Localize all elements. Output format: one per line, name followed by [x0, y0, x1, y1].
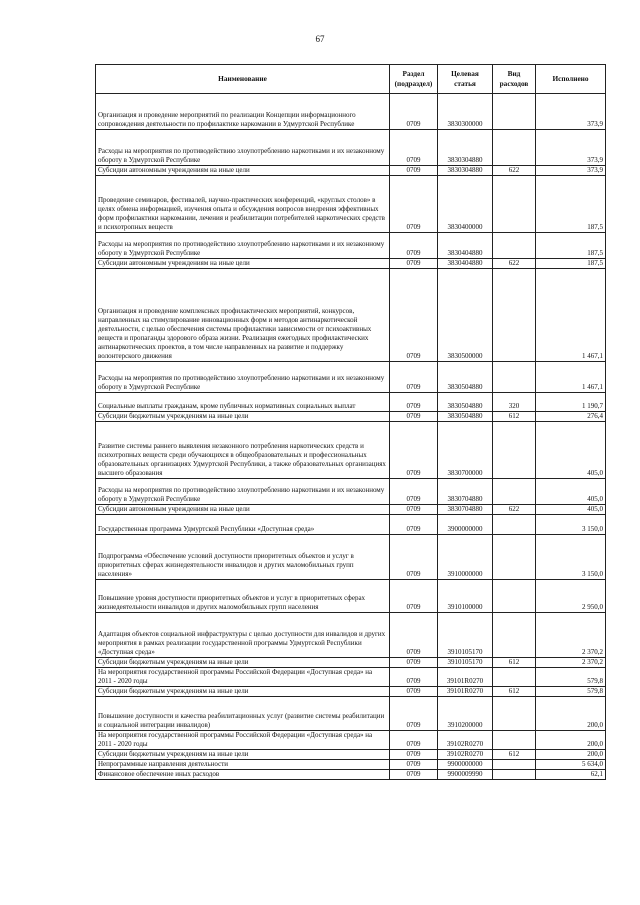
header-name: Наименование [96, 65, 390, 94]
cell-type: 612 [493, 750, 536, 760]
cell-type: 622 [493, 259, 536, 269]
cell-type: 622 [493, 166, 536, 176]
table-row [96, 760, 606, 770]
cell-name: На мероприятия государственной программы Российской Федерации «Доступная среда» на 2011 - 2020 годы [96, 668, 390, 687]
header-target: Целевая статья [438, 65, 493, 94]
table-row [96, 770, 606, 780]
cell-amount: 1 190,7 [536, 393, 606, 412]
cell-section: 0709 [390, 535, 438, 580]
cell-section: 0709 [390, 269, 438, 362]
cell-target: 3910000000 [438, 535, 493, 580]
cell-target: 39102R0270 [438, 750, 493, 760]
cell-section: 0709 [390, 166, 438, 176]
cell-amount: 579,8 [536, 668, 606, 687]
table-row [96, 515, 606, 535]
cell-target: 3830704880 [438, 479, 493, 505]
cell-target: 39101R0270 [438, 668, 493, 687]
cell-name: Финансовое обеспечение иных расходов [96, 770, 390, 780]
cell-type [493, 613, 536, 658]
cell-target: 3910100000 [438, 580, 493, 613]
cell-amount: 3 150,0 [536, 535, 606, 580]
cell-section: 0709 [390, 259, 438, 269]
table-row [96, 750, 606, 760]
cell-section: 0709 [390, 362, 438, 393]
cell-type [493, 580, 536, 613]
cell-target: 39102R0270 [438, 731, 493, 750]
budget-table [95, 64, 606, 780]
cell-type [493, 668, 536, 687]
cell-section: 0709 [390, 697, 438, 731]
cell-target: 3830400000 [438, 176, 493, 233]
cell-target: 3830504880 [438, 393, 493, 412]
cell-amount: 2 370,2 [536, 613, 606, 658]
cell-type [493, 176, 536, 233]
cell-name: Субсидии бюджетным учреждениям на иные цели [96, 750, 390, 760]
cell-amount: 5 634,0 [536, 760, 606, 770]
header-section: Раздел (подраздел) [390, 65, 438, 94]
cell-target: 3830504880 [438, 362, 493, 393]
table-row [96, 658, 606, 668]
cell-name: Субсидии бюджетным учреждениям на иные цели [96, 687, 390, 697]
cell-type [493, 94, 536, 130]
table-header-row [96, 65, 606, 94]
cell-target: 3830504880 [438, 412, 493, 422]
cell-name: Субсидии автономным учреждениям на иные цели [96, 259, 390, 269]
cell-target: 3910200000 [438, 697, 493, 731]
cell-target: 3830300000 [438, 94, 493, 130]
cell-section: 0709 [390, 668, 438, 687]
cell-section: 0709 [390, 515, 438, 535]
cell-amount: 373,9 [536, 94, 606, 130]
cell-amount: 200,0 [536, 697, 606, 731]
cell-type: 612 [493, 658, 536, 668]
cell-target: 3900000000 [438, 515, 493, 535]
cell-section: 0709 [390, 731, 438, 750]
cell-section: 0709 [390, 613, 438, 658]
cell-target: 3830700000 [438, 422, 493, 479]
cell-section: 0709 [390, 94, 438, 130]
table-row [96, 362, 606, 393]
cell-name: Субсидии бюджетным учреждениям на иные цели [96, 658, 390, 668]
cell-amount: 579,8 [536, 687, 606, 697]
cell-type [493, 362, 536, 393]
cell-amount: 3 150,0 [536, 515, 606, 535]
cell-section: 0709 [390, 687, 438, 697]
cell-target: 3830404880 [438, 259, 493, 269]
table-row [96, 580, 606, 613]
cell-target: 3830304880 [438, 166, 493, 176]
table-row [96, 412, 606, 422]
cell-section: 0709 [390, 393, 438, 412]
table-row [96, 668, 606, 687]
cell-name: Развитие системы раннего выявления незаконного потребления наркотических средств и психотропных веществ среди обучающихся в общеобразовательных и профессиональных образовательных организациях Удмуртской Республики, а также образовательных организациях высшего образования [96, 422, 390, 479]
cell-name: Субсидии бюджетным учреждениям на иные цели [96, 412, 390, 422]
cell-type [493, 697, 536, 731]
cell-type [493, 130, 536, 166]
cell-name: Расходы на мероприятия по противодействию злоупотреблению наркотиками и их незаконному обороту в Удмуртской Республике [96, 130, 390, 166]
cell-section: 0709 [390, 505, 438, 515]
cell-amount: 187,5 [536, 233, 606, 259]
cell-amount: 62,1 [536, 770, 606, 780]
cell-amount: 200,0 [536, 731, 606, 750]
cell-target: 9900009990 [438, 770, 493, 780]
cell-section: 0709 [390, 233, 438, 259]
cell-name: Расходы на мероприятия по противодействию злоупотреблению наркотиками и их незаконному обороту в Удмуртской Республике [96, 479, 390, 505]
cell-amount: 405,0 [536, 422, 606, 479]
cell-amount: 2 950,0 [536, 580, 606, 613]
cell-target: 3830500000 [438, 269, 493, 362]
cell-target: 3830304880 [438, 130, 493, 166]
cell-type [493, 422, 536, 479]
cell-section: 0709 [390, 422, 438, 479]
cell-type [493, 479, 536, 505]
cell-type [493, 515, 536, 535]
cell-name: Расходы на мероприятия по противодействию злоупотреблению наркотиками и их незаконному обороту в Удмуртской Республике [96, 233, 390, 259]
cell-target: 3830404880 [438, 233, 493, 259]
header-executed: Исполнено [536, 65, 606, 94]
table-row [96, 393, 606, 412]
table-body [96, 94, 606, 780]
table-row [96, 731, 606, 750]
cell-amount: 187,5 [536, 176, 606, 233]
cell-name: Расходы на мероприятия по противодействию злоупотреблению наркотиками и их незаконному обороту в Удмуртской Республике [96, 362, 390, 393]
cell-section: 0709 [390, 750, 438, 760]
table-row [96, 505, 606, 515]
cell-amount: 2 370,2 [536, 658, 606, 668]
cell-type [493, 535, 536, 580]
cell-amount: 405,0 [536, 505, 606, 515]
table-row [96, 687, 606, 697]
cell-type [493, 233, 536, 259]
cell-type: 320 [493, 393, 536, 412]
cell-amount: 276,4 [536, 412, 606, 422]
table-row [96, 422, 606, 479]
cell-type [493, 731, 536, 750]
cell-name: Субсидии автономным учреждениям на иные цели [96, 166, 390, 176]
cell-target: 9900000000 [438, 760, 493, 770]
cell-amount: 1 467,1 [536, 269, 606, 362]
cell-section: 0709 [390, 658, 438, 668]
cell-name: Социальные выплаты гражданам, кроме публичных нормативных социальных выплат [96, 393, 390, 412]
cell-type: 622 [493, 505, 536, 515]
cell-name: Проведение семинаров, фестивалей, научно-практических конференций, «круглых столов» в целях обмена информацией, изучения опыта и обсуждения вопросов внедрения эффективных форм профилактики наркомании, лечения и реабилитации потребителей наркотических средств и психотропных веществ [96, 176, 390, 233]
cell-amount: 373,9 [536, 130, 606, 166]
cell-target: 3910105170 [438, 658, 493, 668]
cell-amount: 405,0 [536, 479, 606, 505]
table-row [96, 535, 606, 580]
table-row [96, 697, 606, 731]
cell-target: 39101R0270 [438, 687, 493, 697]
cell-amount: 187,5 [536, 259, 606, 269]
cell-name: Адаптация объектов социальной инфраструктуры с целью доступности для инвалидов и других мероприятия в рамках реализации государственной программы Удмуртской Республики «Доступная среда» [96, 613, 390, 658]
table-row [96, 130, 606, 166]
cell-name: Повышение уровня доступности приоритетных объектов и услуг в приоритетных сферах жизнедеятельности инвалидов и других маломобильных групп населения [96, 580, 390, 613]
table-row [96, 479, 606, 505]
table-row [96, 613, 606, 658]
cell-type [493, 760, 536, 770]
cell-target: 3910105170 [438, 613, 493, 658]
table-row [96, 94, 606, 130]
cell-type [493, 269, 536, 362]
cell-section: 0709 [390, 130, 438, 166]
table-row [96, 176, 606, 233]
cell-name: На мероприятия государственной программы Российской Федерации «Доступная среда» на 2011 - 2020 годы [96, 731, 390, 750]
table-row [96, 259, 606, 269]
cell-type: 612 [493, 687, 536, 697]
cell-amount: 373,9 [536, 166, 606, 176]
cell-amount: 200,0 [536, 750, 606, 760]
table-row [96, 233, 606, 259]
cell-section: 0709 [390, 580, 438, 613]
cell-amount: 1 467,1 [536, 362, 606, 393]
cell-target: 3830704880 [438, 505, 493, 515]
cell-name: Государственная программа Удмуртской Республики «Доступная среда» [96, 515, 390, 535]
cell-name: Подпрограмма «Обеспечение условий доступности приоритетных объектов и услуг в приоритетных сферах жизнедеятельности инвалидов и других маломобильных групп населения» [96, 535, 390, 580]
cell-section: 0709 [390, 412, 438, 422]
cell-name: Непрограммные направления деятельности [96, 760, 390, 770]
cell-section: 0709 [390, 760, 438, 770]
cell-type: 612 [493, 412, 536, 422]
cell-section: 0709 [390, 479, 438, 505]
table-row [96, 269, 606, 362]
page-number: 67 [315, 34, 325, 44]
cell-name: Повышение доступности и качества реабилитационных услуг (развитие системы реабилитации и социальной интеграции инвалидов) [96, 697, 390, 731]
cell-name: Субсидии автономным учреждениям на иные цели [96, 505, 390, 515]
cell-name: Организация и проведение комплексных профилактических мероприятий, конкурсов, направленных на стимулирование инновационных форм и методов антинаркотической деятельности, с целью обеспечения системы профилактики зависимости от психоактивных веществ и пропаганды здорового образа жизни. Реализация ежегодных профилактических антинаркотических проектов, в том числе направленных на развитие и поддержку волонтерского движения [96, 269, 390, 362]
cell-name: Организация и проведение мероприятий по реализации Концепции информационного сопровождения деятельности по профилактике наркомании в Удмуртской Республике [96, 94, 390, 130]
header-type: Вид расходов [493, 65, 536, 94]
cell-type [493, 770, 536, 780]
cell-section: 0709 [390, 770, 438, 780]
cell-section: 0709 [390, 176, 438, 233]
table-row [96, 166, 606, 176]
